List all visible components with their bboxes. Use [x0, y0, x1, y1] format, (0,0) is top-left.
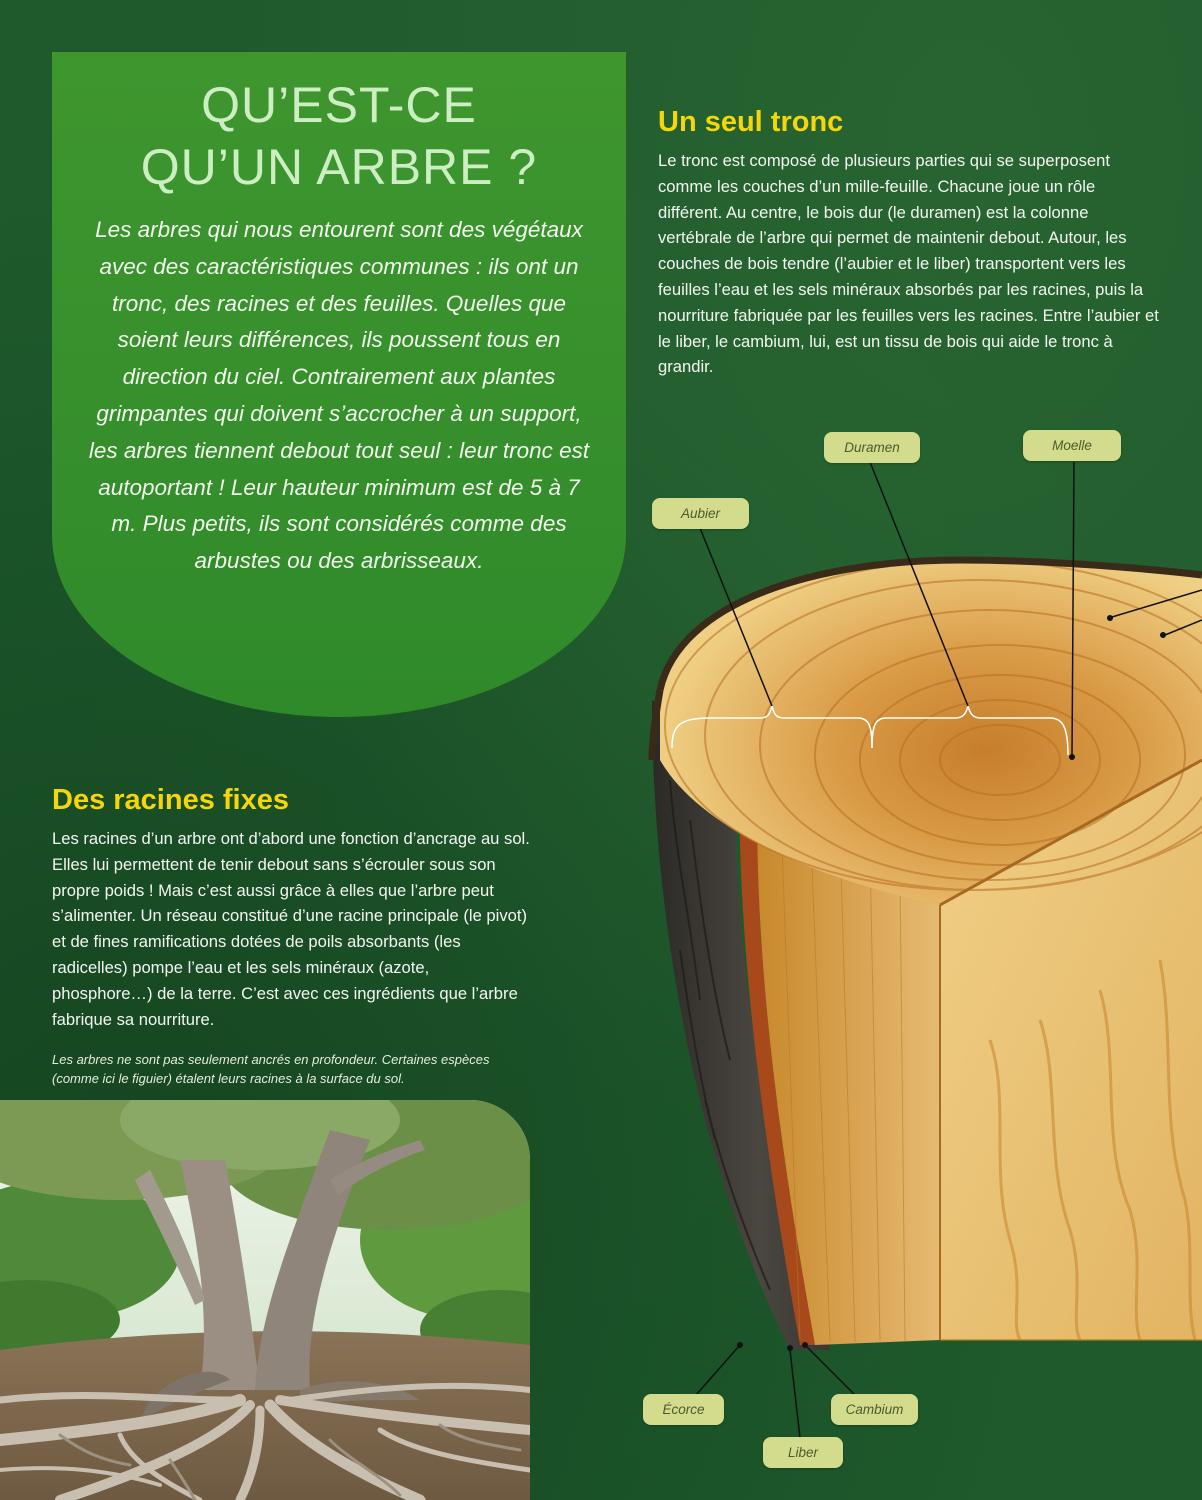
label-liber: Liber	[763, 1437, 843, 1468]
roots-section-title: Des racines fixes	[52, 784, 289, 816]
label-aubier: Aubier	[652, 498, 749, 529]
intro-text: Les arbres qui nous entourent sont des végétaux avec des caractéristiques communes : ils ont un tronc, des racines et des feuilles. Quelles que soient leurs différences, ils poussent tous en direction du ciel. Contrairement aux plantes grimpantes qui doivent s’accrocher à un support, les arbres tiennent debout tout seul : leur tronc est autoportant ! Leur hauteur minimum est de 5 à 7 m. Plus petits, ils sont considérés comme des arbustes ou des arbrisseaux.	[88, 217, 590, 574]
label-cambium: Cambium	[831, 1394, 918, 1425]
roots-section-text: Les racines d’un arbre ont d’abord une fonction d’ancrage au sol. Elles lui permettent de tenir debout sans s’écrouler sous son propre poids ! Mais c’est aussi grâce à elles que l’arbre peut s’alimenter. Un réseau constitué d’une racine principale (le pivot) et de fines ramifications dotées de poils absorbants (les radicelles) pompe l’eau et les sels minéraux (azote, phosphore…) de la terre. C’est avec ces ingrédients que l’arbre fabrique sa nourriture.	[52, 829, 530, 1029]
intro-title-line1: QU’EST-CE	[201, 77, 477, 133]
label-moelle: Moelle	[1023, 430, 1121, 461]
label-duramen: Duramen	[824, 432, 920, 463]
intro-title-line2: QU’UN ARBRE ?	[140, 139, 538, 195]
trunk-section-text: Le tronc est composé de plusieurs parties qui se superposent comme les couches d’un mille-feuille. Chacune joue un rôle différent. Au centre, le bois dur (le duramen) est la colonne vertébrale de l’arbre qui permet de maintenir debout. Autour, les couches de bois tendre (l’aubier et le liber) transportent vers les feuilles l’eau et les sels minéraux absorbés par les racines, puis la nourriture fabriquée par les feuilles vers les racines. Entre l’aubier et le liber, le cambium, lui, est un tissu de bois qui aide le tronc à grandir.	[658, 151, 1159, 377]
trunk-section-title: Un seul tronc	[658, 106, 844, 138]
photo-caption: Les arbres ne sont pas seulement ancrés en profondeur. Certaines espèces (comme ici le figuier) étalent leurs racines à la surface du sol.	[52, 1052, 490, 1086]
label-ecorce: Écorce	[643, 1394, 724, 1425]
